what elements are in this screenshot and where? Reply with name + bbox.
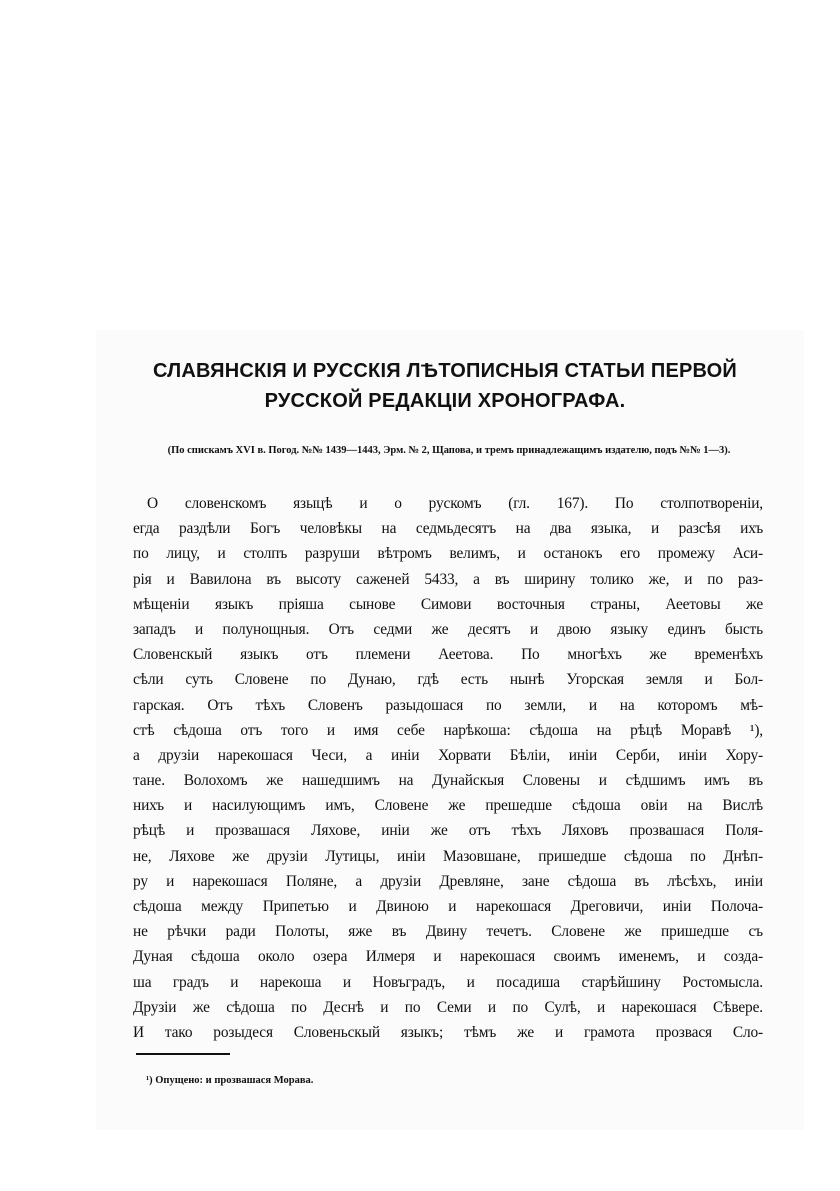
text-line: нихъ и насилующимъ имъ, Словене же прешедше сѣдоша овіи на Вислѣ (133, 797, 763, 815)
text-line: ру и нарекошася Поляне, а друзіи Древляне, зане сѣдоша въ лѣсѣхъ, иніи (133, 872, 763, 890)
text-line: Словенскый языкъ отъ племени Аеетова. По многѣхъ же временѣхъ (133, 646, 763, 664)
sources-note: (По спискамъ XVI в. Погод. №№ 1439—1443, Эрм. № 2, Щапова, и тремъ принадлежащимъ издателю, подъ №№ 1—3). (167, 445, 731, 456)
page-title (120, 356, 770, 416)
footnote-divider (136, 1053, 230, 1055)
text-line: Друзіи же сѣдоша по Деснѣ и по Семи и по Сулѣ, и нарекошася Сѣвере. (133, 998, 763, 1016)
text-line: мѣщеніи языкъ пріяша сынове Симови восточныя страны, Аеетовы же (133, 595, 763, 613)
text-line: сѣли суть Словене по Дунаю, гдѣ есть нынѣ Угорская земля и Бол- (133, 671, 763, 689)
chronicle-text (133, 491, 763, 1045)
text-line: И тако розыдеся Словеньскый языкъ; тѣмъ же и грамота прозвася Сло- (133, 1023, 763, 1041)
text-line: О словенскомъ языцѣ и о рускомъ (гл. 167). По столпотвореніи, (147, 495, 763, 512)
text-line: не, Ляхове же друзіи Лутицы, иніи Мазовшане, пришедше сѣдоша по Днѣп- (133, 847, 763, 865)
text-line: рѣцѣ и прозвашася Ляхове, иніи же отъ тѣхъ Ляховъ прозвашася Поля- (133, 822, 763, 840)
text-line: а друзіи нарекошася Чеси, а иніи Хорвати Бѣліи, иніи Серби, иніи Хору- (133, 746, 763, 764)
text-line: егда раздѣли Богъ человѣкы на седмьдесятъ на два языка, и разсѣя ихъ (133, 520, 763, 538)
text-line: по лицу, и столпъ разруши вѣтромъ велимъ, и останокъ его промежу Аси- (133, 545, 763, 563)
text-line: тане. Волохомъ же нашедшимъ на Дунайскыя Словены и сѣдшимъ имъ въ (133, 772, 763, 790)
text-line: не рѣчки ради Полоты, яже въ Двину течетъ. Словене же пришедше съ (133, 923, 763, 941)
text-line: Дуная сѣдоша около озера Илмеря и нарекошася своимъ именемъ, и созда- (133, 948, 763, 966)
text-line: стѣ сѣдоша отъ того и имя себе нарѣкоша: сѣдоша на рѣцѣ Моравѣ ¹), (133, 721, 763, 739)
text-line: рія и Вавилона въ высоту саженей 5433, а въ ширину толико же, и по раз- (133, 570, 763, 588)
text-line: гарская. Отъ тѣхъ Словенъ разыдошася по земли, и на которомъ мѣ- (133, 696, 763, 714)
text-line: сѣдоша между Припетью и Двиною и нарекошася Дреговичи, иніи Полоча- (133, 898, 763, 915)
text-line: западъ и полунощныя. Отъ седми же десятъ и двою языку единъ бысть (133, 620, 763, 638)
title-line-2: РУССКОЙ РЕДАКЦІИ ХРОНОГРАФА. (264, 390, 626, 412)
footnote: ¹) Опущено: и прозвашася Морава. (146, 1075, 314, 1086)
title-line-1: СЛАВЯНСКІЯ И РУССКІЯ ЛѢТОПИСНЫЯ СТАТЬИ ПЕРВОЙ (153, 360, 737, 382)
text-line: ша градъ и нарекоша и Новъградъ, и посадиша старѣйшину Ростомысла. (133, 973, 763, 991)
